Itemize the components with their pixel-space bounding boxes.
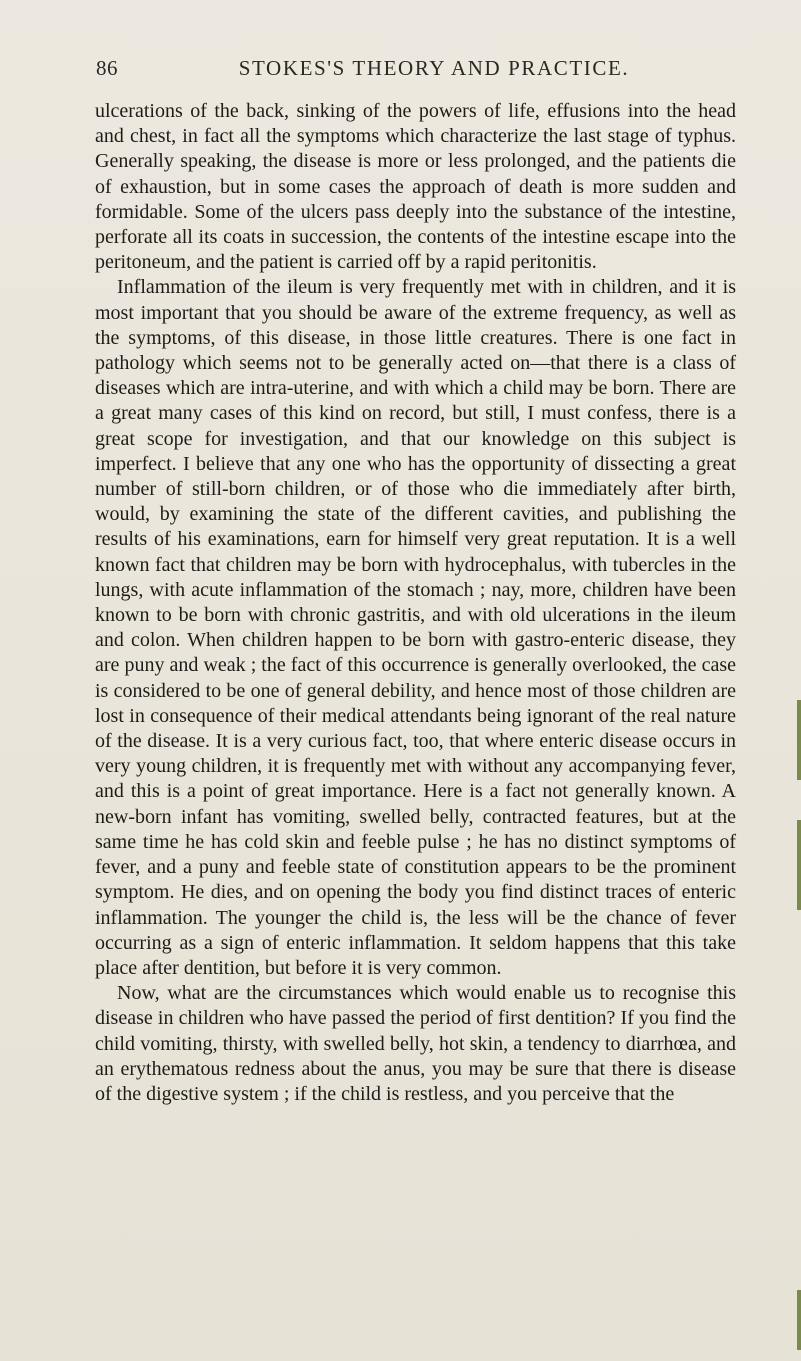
body-text [95,99,736,1107]
page-edge-stain [797,1290,801,1350]
page-edge-stain [797,820,801,910]
page-edge-stain [797,700,801,780]
paragraph: Inflammation of the ileum is very frequently met with in children, and it is most important that you should be aware of the extreme frequency, as well as the symptoms, of this disease, in those little creatures. There is one fact in pathology which seems not to be generally acted on—that there is a class of diseases which are intra-uterine, and with which a child may be born. There are a great many cases of this kind on record, but still, I must confess, there is a great scope for investigation, and that our knowledge on this subject is imperfect. I believe that any one who has the opportunity of dissecting a great number of still-born children, or of those who die immediately after birth, would, by examining the state of the different cavities, and publishing the results of his examinations, earn for himself very great reputation. It is a well known fact that children may be born with hydrocephalus, with tubercles in the lungs, with acute inflammation of the stomach ; nay, more, children have been known to be born with chronic gastritis, and with old ulcerations in the ileum and colon. When children happen to be born with gastro-enteric disease, they are puny and weak ; the fact of this occurrence is generally overlooked, the case is considered to be one of general debility, and hence most of those children are lost in consequence of their medical attendants being ignorant of the real nature of the disease. It is a very curious fact, too, that where enteric disease occurs in very young children, it is frequently met with without any accompanying fever, and this is a point of great importance. Here is a fact not generally known. A new-born infant has vomiting, swelled belly, contracted features, but at the same time he has cold skin and feeble pulse ; he has no distinct symptoms of fever, and a puny and feeble state of constitution appears to be the prominent symptom. He dies, and on opening the body you find distinct traces of enteric inflammation. The younger the child is, the less will be the chance of fever occurring as a sign of enteric inflammation. It seldom happens that this take place after dentition, but before it is very common. [95,276,736,979]
paragraph: Now, what are the circumstances which would enable us to recognise this disease in children who have passed the period of first dentition? If you find the child vomiting, thirsty, with swelled belly, hot skin, a tendency to diarrhœa, and an erythematous redness about the anus, you may be sure that there is disease of the digestive system ; if the child is restless, and you perceive that the [95,982,736,1105]
page-number: 86 [96,56,118,80]
running-title: STOKES'S THEORY AND PRACTICE. [238,56,630,80]
paragraph: ulcerations of the back, sinking of the powers of life, effusions into the head and chest, in fact all the symptoms which characterize the last stage of typhus. Generally speaking, the disease is more or less prolonged, and the patients die of exhaustion, but in some cases the approach of death is more sudden and formidable. Some of the ulcers pass deeply into the substance of the intestine, perforate all its coats in succession, the contents of the intestine escape into the peritoneum, and the patient is carried off by a rapid peritonitis. [95,100,736,274]
page-header [96,56,736,86]
